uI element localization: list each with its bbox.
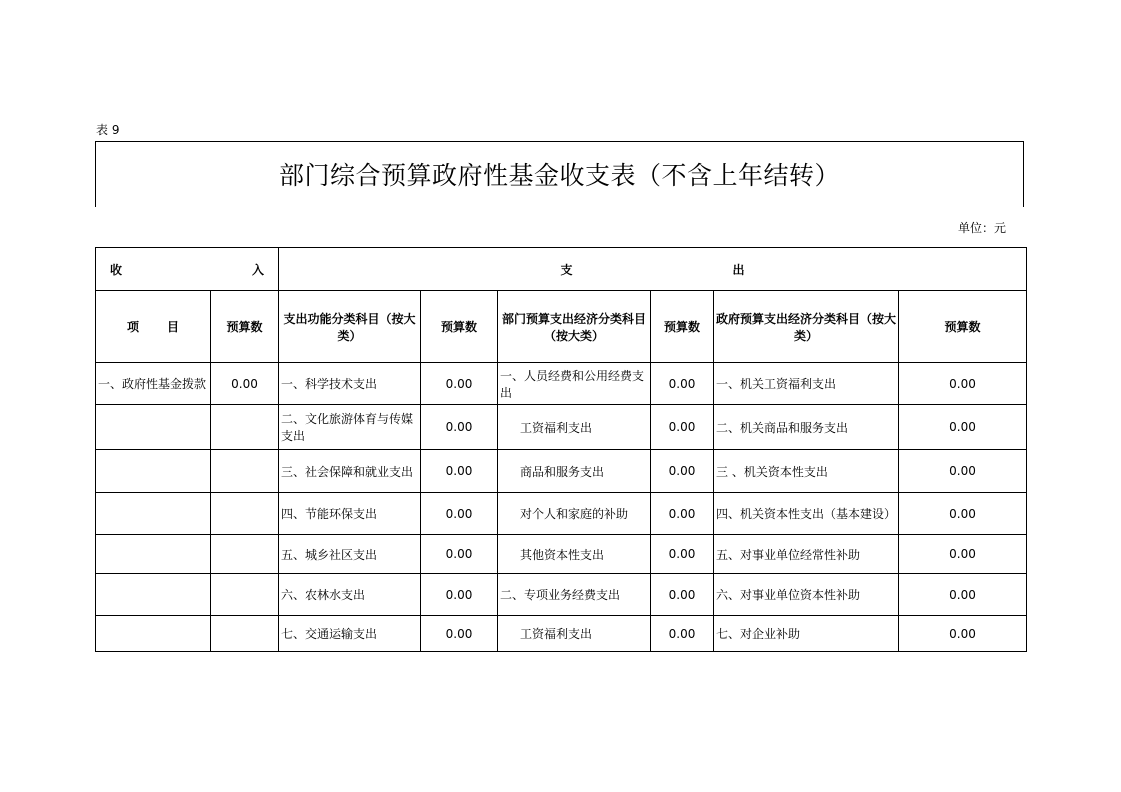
col-budget-1: 预算数 <box>211 291 279 363</box>
income-label-right: 入 <box>251 262 264 277</box>
cell-gov: 四、机关资本性支出（基本建设） <box>714 493 899 535</box>
cell-item <box>96 493 211 535</box>
page-title: 部门综合预算政府性基金收支表（不含上年结转） <box>278 161 840 190</box>
col-func-class: 支出功能分类科目（按大类） <box>279 291 421 363</box>
cell-amount <box>211 535 279 574</box>
cell-amount: 0.00 <box>211 363 279 405</box>
cell-func: 一、科学技术支出 <box>279 363 421 405</box>
cell-func-amount: 0.00 <box>421 405 498 450</box>
cell-func-amount: 0.00 <box>421 574 498 616</box>
table-row <box>96 363 1027 405</box>
cell-amount <box>211 405 279 450</box>
table-row <box>96 616 1027 652</box>
cell-gov: 一、机关工资福利支出 <box>714 363 899 405</box>
cell-item <box>96 405 211 450</box>
cell-gov-amount: 0.00 <box>899 363 1027 405</box>
col-item-b: 目 <box>167 320 180 334</box>
table-row <box>96 574 1027 616</box>
col-budget-3: 预算数 <box>651 291 714 363</box>
cell-func-amount: 0.00 <box>421 363 498 405</box>
cell-dept: 工资福利支出 <box>498 616 651 652</box>
cell-dept: 对个人和家庭的补助 <box>498 493 651 535</box>
cell-amount <box>211 450 279 493</box>
cell-dept-amount: 0.00 <box>651 574 714 616</box>
cell-item <box>96 535 211 574</box>
cell-func-amount: 0.00 <box>421 450 498 493</box>
expense-label-right: 出 <box>732 262 745 277</box>
expense-header <box>279 248 1027 291</box>
col-budget-2: 预算数 <box>421 291 498 363</box>
cell-dept: 商品和服务支出 <box>498 450 651 493</box>
cell-dept-amount: 0.00 <box>651 450 714 493</box>
table-row <box>96 535 1027 574</box>
col-budget-4: 预算数 <box>899 291 1027 363</box>
section-header-row <box>96 248 1027 291</box>
cell-dept-amount: 0.00 <box>651 535 714 574</box>
cell-gov: 七、对企业补助 <box>714 616 899 652</box>
cell-func: 五、城乡社区支出 <box>279 535 421 574</box>
cell-gov-amount: 0.00 <box>899 574 1027 616</box>
unit-label: 单位：元 <box>958 221 1007 235</box>
cell-gov-amount: 0.00 <box>899 450 1027 493</box>
cell-func: 四、节能环保支出 <box>279 493 421 535</box>
cell-item: 一、政府性基金拨款 <box>96 363 211 405</box>
table-row <box>96 493 1027 535</box>
cell-gov-amount: 0.00 <box>899 405 1027 450</box>
cell-func-amount: 0.00 <box>421 535 498 574</box>
cell-dept-amount: 0.00 <box>651 363 714 405</box>
cell-gov: 五、对事业单位经常性补助 <box>714 535 899 574</box>
cell-func: 六、农林水支出 <box>279 574 421 616</box>
cell-dept: 一、人员经费和公用经费支出 <box>498 363 651 405</box>
col-gov-econ: 政府预算支出经济分类科目（按大类） <box>714 291 899 363</box>
col-item-a: 项 <box>126 320 139 334</box>
cell-dept-amount: 0.00 <box>651 405 714 450</box>
cell-func: 二、文化旅游体育与传媒支出 <box>279 405 421 450</box>
table-number: 表 9 <box>96 123 120 137</box>
table-row <box>96 450 1027 493</box>
cell-dept-amount: 0.00 <box>651 616 714 652</box>
income-label-left: 收 <box>110 262 123 277</box>
column-header-row <box>96 291 1027 363</box>
cell-amount <box>211 493 279 535</box>
cell-gov-amount: 0.00 <box>899 535 1027 574</box>
cell-func: 七、交通运输支出 <box>279 616 421 652</box>
cell-amount <box>211 616 279 652</box>
title-box <box>95 141 1024 207</box>
cell-gov: 二、机关商品和服务支出 <box>714 405 899 450</box>
table-row <box>96 405 1027 450</box>
cell-dept: 工资福利支出 <box>498 405 651 450</box>
budget-table <box>95 247 1027 652</box>
cell-func-amount: 0.00 <box>421 493 498 535</box>
cell-gov: 六、对事业单位资本性补助 <box>714 574 899 616</box>
col-dept-econ: 部门预算支出经济分类科目（按大类） <box>498 291 651 363</box>
cell-dept: 二、专项业务经费支出 <box>498 574 651 616</box>
cell-func: 三、社会保障和就业支出 <box>279 450 421 493</box>
cell-func-amount: 0.00 <box>421 616 498 652</box>
cell-dept-amount: 0.00 <box>651 493 714 535</box>
cell-gov-amount: 0.00 <box>899 616 1027 652</box>
expense-label-left: 支 <box>560 262 573 277</box>
cell-dept: 其他资本性支出 <box>498 535 651 574</box>
cell-item <box>96 616 211 652</box>
cell-amount <box>211 574 279 616</box>
cell-gov: 三 、机关资本性支出 <box>714 450 899 493</box>
income-header <box>96 248 279 291</box>
cell-item <box>96 450 211 493</box>
cell-gov-amount: 0.00 <box>899 493 1027 535</box>
col-item <box>96 291 211 363</box>
cell-item <box>96 574 211 616</box>
